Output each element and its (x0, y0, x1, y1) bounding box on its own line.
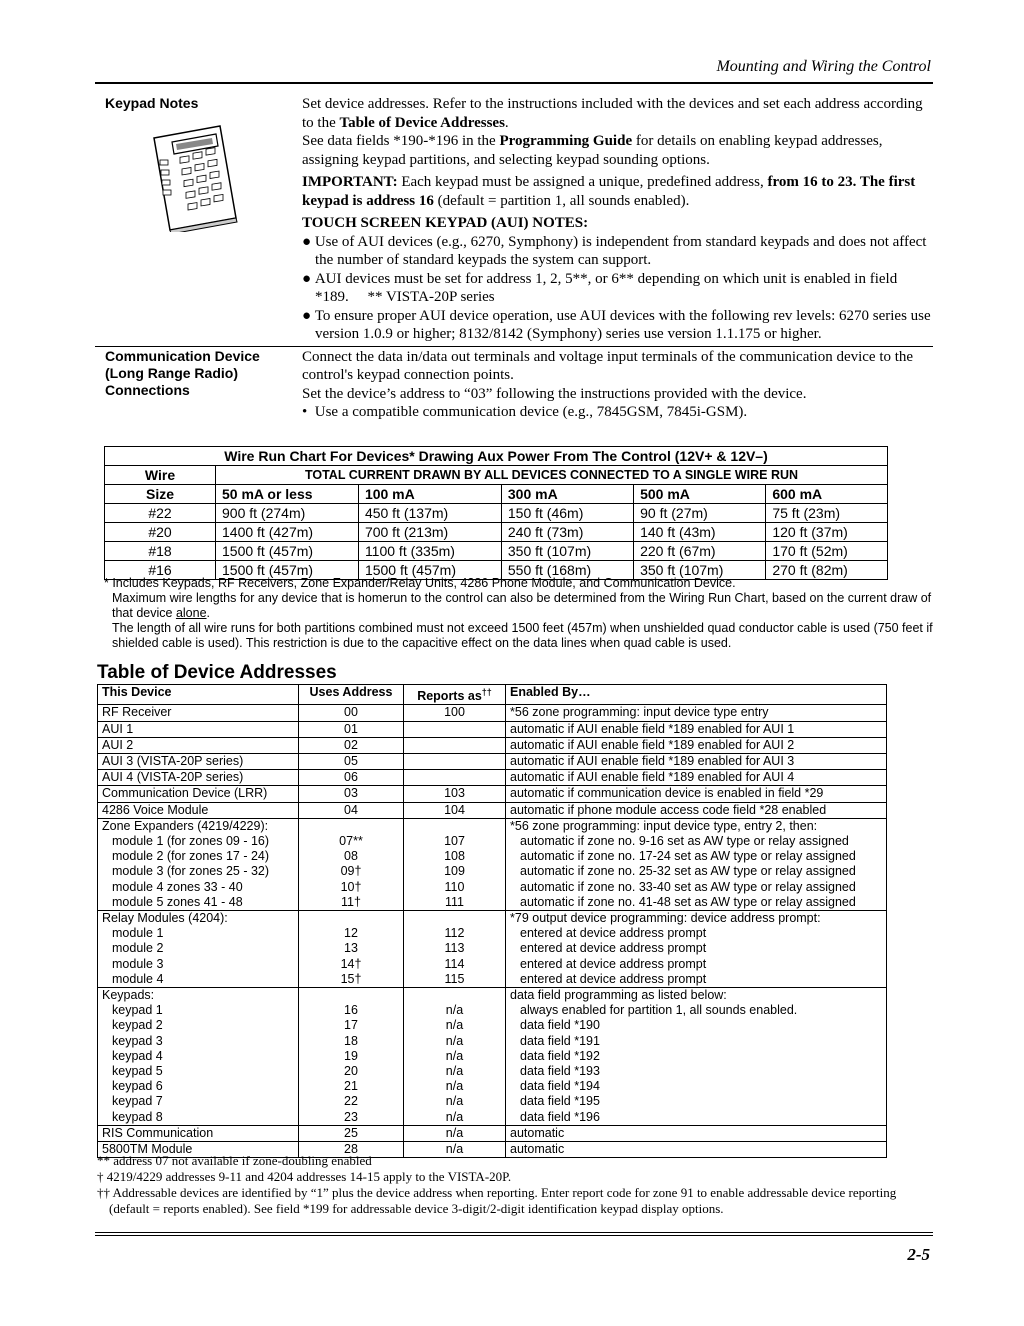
device-reports-as: n/a (404, 1018, 506, 1033)
device-reports-as: 103 (404, 786, 506, 802)
reports-as-label: Reports as (417, 689, 482, 704)
device-name: AUI 3 (VISTA-20P series) (98, 753, 299, 769)
footnote-2: † 4219/4229 addresses 9-11 and 4204 addresses 14-15 apply to the VISTA-20P. (97, 1169, 512, 1184)
device-reports-as: n/a (404, 1079, 506, 1094)
table-row (98, 895, 887, 911)
comm-para1: Connect the data in/data out terminals and voltage input terminals of the communication device to the control's keypad connection points. (302, 348, 914, 383)
table-row (98, 770, 887, 786)
size-label: Size (105, 485, 216, 504)
col-header: 50 mA or less (216, 485, 359, 504)
device-address: 18 (299, 1034, 404, 1049)
para2-text: See data fields *190-*196 in the (302, 133, 500, 149)
device-enabled-by: *79 output device programming: device address prompt: (506, 911, 887, 927)
device-enabled-by: data field *190 (506, 1018, 887, 1033)
wire-length: 550 ft (168m) (501, 561, 633, 580)
device-reports-as (404, 818, 506, 834)
reports-as-sup: †† (481, 687, 492, 697)
table-row (98, 988, 887, 1004)
device-enabled-by: always enabled for partition 1, all sounds enabled. (506, 1003, 887, 1018)
device-enabled-by: data field *195 (506, 1094, 887, 1109)
device-address: 20 (299, 1064, 404, 1079)
keypad-note-para1 (302, 95, 933, 132)
device-name: module 2 (98, 941, 299, 956)
device-table-body (98, 705, 887, 1158)
device-name: keypad 1 (98, 1003, 299, 1018)
device-enabled-by: automatic if AUI enable field *189 enabled for AUI 2 (506, 737, 887, 753)
device-address: 08 (299, 849, 404, 864)
wire-length: 150 ft (46m) (501, 504, 633, 523)
wire-gauge: #20 (105, 523, 216, 542)
device-name: module 3 (for zones 25 - 32) (98, 864, 299, 879)
para1-end: . (504, 114, 509, 131)
wire-length: 450 ft (137m) (358, 504, 501, 523)
table-row (98, 941, 887, 956)
table-row (98, 972, 887, 988)
footer-rule-bottom (95, 1235, 933, 1236)
table-row (98, 705, 887, 721)
device-address: 00 (299, 705, 404, 721)
device-enabled-by: *56 zone programming: input device type entry (506, 705, 887, 721)
aui-bullet-1: ● Use of AUI devices (e.g., 6270, Symphony) is independent from standard keypads and does not affect the number of standard keypads the system can support. (302, 233, 927, 268)
important-text: Each keypad must be assigned a unique, predefined address, (397, 174, 768, 190)
keypad-note-para2 (302, 132, 933, 169)
device-reports-as (404, 911, 506, 927)
device-reports-as: n/a (404, 1142, 506, 1158)
device-reports-as: n/a (404, 1034, 506, 1049)
important-bold: from 16 to 23. The first keypad is address 16 (302, 174, 916, 209)
device-address: 05 (299, 753, 404, 769)
device-enabled-by: automatic if AUI enable field *189 enabled for AUI 4 (506, 770, 887, 786)
page-header: Mounting and Wiring the Control (716, 58, 931, 75)
wire-length: 1500 ft (457m) (216, 561, 359, 580)
device-name: AUI 4 (VISTA-20P series) (98, 770, 299, 786)
footnotes (97, 1153, 937, 1217)
wire-length: 170 ft (52m) (766, 542, 888, 561)
table-row (98, 1003, 887, 1018)
device-enabled-by: entered at device address prompt (506, 957, 887, 972)
device-reports-as (404, 753, 506, 769)
device-reports-as: n/a (404, 1125, 506, 1141)
device-enabled-by: automatic if zone no. 9-16 set as AW type or relay assigned (506, 834, 887, 849)
table-row (98, 1079, 887, 1094)
aui-bullet-3: ● To ensure proper AUI device operation, use AUI devices with the following rev levels: 6270 series use version 1.0.9 or higher; 8132/8142 (Symphony) series use version 1.1.175 or higher. (302, 307, 931, 342)
device-address: 22 (299, 1094, 404, 1109)
page-number: 2-5 (907, 1245, 930, 1264)
table-row (98, 802, 887, 818)
aui-heading (302, 214, 933, 233)
comm-label-3: Connections (105, 381, 190, 398)
comm-bullet-text: Use a compatible communication device (e.g., 7845GSM, 7845i-GSM). (314, 404, 748, 420)
important-end: (default = partition 1, all sounds enabled). (433, 192, 690, 209)
important-note (302, 173, 933, 210)
device-name: module 5 zones 41 - 48 (98, 895, 299, 911)
device-name: Zone Expanders (4219/4229): (98, 818, 299, 834)
device-reports-as: n/a (404, 1110, 506, 1126)
col-uses-address: Uses Address (299, 685, 404, 705)
device-address: 02 (299, 737, 404, 753)
wire-note-2 (104, 591, 934, 621)
table-row (98, 864, 887, 879)
device-enabled-by: automatic if phone module access code field *28 enabled (506, 802, 887, 818)
device-address: 25 (299, 1125, 404, 1141)
table-row (98, 818, 887, 834)
comm-notes-label (95, 348, 295, 422)
wire-chart-notes (104, 576, 934, 651)
device-reports-as (404, 721, 506, 737)
device-name: module 4 zones 33 - 40 (98, 880, 299, 895)
footnote-3: †† Addressable devices are identified by “1” plus the device address when reporting. Enter report code for zone 91 to enable addressable device reporting (default = reports enabled). See field *199 for addressable device 3-digit/2-digit identification keypad display options. (97, 1185, 897, 1216)
important-label: IMPORTANT: (302, 174, 398, 190)
table-row (98, 880, 887, 895)
device-enabled-by: data field *194 (506, 1079, 887, 1094)
table-row (105, 542, 888, 561)
device-reports-as: n/a (404, 1049, 506, 1064)
table-row (98, 1125, 887, 1141)
device-name: AUI 2 (98, 737, 299, 753)
device-enabled-by: automatic if zone no. 41-48 set as AW type or relay assigned (506, 895, 887, 911)
device-name: AUI 1 (98, 721, 299, 737)
comm-label-2: (Long Range Radio) (105, 364, 238, 381)
device-address: 28 (299, 1142, 404, 1158)
col-header: 500 mA (634, 485, 766, 504)
wire-length: 75 ft (23m) (766, 504, 888, 523)
device-name: module 4 (98, 972, 299, 988)
wire-note-2-end: . (206, 606, 211, 620)
keypad-notes-row (95, 95, 933, 344)
device-name: keypad 2 (98, 1018, 299, 1033)
wire-length: 240 ft (73m) (501, 523, 633, 542)
device-name: 4286 Voice Module (98, 802, 299, 818)
device-enabled-by: automatic if zone no. 17-24 set as AW type or relay assigned (506, 849, 887, 864)
device-reports-as: 107 (404, 834, 506, 849)
device-table-title: Table of Device Addresses (97, 662, 337, 683)
keypad-notes-label-col (95, 95, 295, 344)
wire-gauge: #22 (105, 504, 216, 523)
wire-length: 1100 ft (335m) (358, 542, 501, 561)
table-row (98, 926, 887, 941)
table-row (98, 1034, 887, 1049)
keypad-illustration (150, 122, 240, 232)
header-rule (95, 82, 933, 84)
device-name: module 1 (for zones 09 - 16) (98, 834, 299, 849)
device-address: 23 (299, 1110, 404, 1126)
programming-guide-ref: Programming Guide (499, 133, 633, 149)
device-enabled-by: automatic (506, 1125, 887, 1141)
device-enabled-by: automatic if communication device is enabled in field *29 (506, 786, 887, 802)
device-reports-as: 113 (404, 941, 506, 956)
table-row (98, 957, 887, 972)
table-row (98, 737, 887, 753)
device-address: 19 (299, 1049, 404, 1064)
device-enabled-by: data field *191 (506, 1034, 887, 1049)
wire-gauge: #18 (105, 542, 216, 561)
table-row (98, 1018, 887, 1033)
aui-heading-text: TOUCH SCREEN KEYPAD (AUI) NOTES: (302, 215, 589, 231)
device-address: 01 (299, 721, 404, 737)
wire-length: 350 ft (107m) (634, 561, 766, 580)
keypad-notes-body (295, 95, 933, 344)
device-address-table (97, 684, 887, 1158)
wire-length: 270 ft (82m) (766, 561, 888, 580)
wire-chart-subtitle: TOTAL CURRENT DRAWN BY ALL DEVICES CONNECTED TO A SINGLE WIRE RUN (216, 466, 888, 485)
wire-note-2-text: Maximum wire lengths for any device that is homerun to the control can also be determined from the Wiring Run Chart, based on the current draw of that device (112, 591, 932, 620)
table-row (105, 523, 888, 542)
device-address: 11† (299, 895, 404, 911)
device-address: 16 (299, 1003, 404, 1018)
device-address (299, 818, 404, 834)
device-enabled-by: data field *196 (506, 1110, 887, 1126)
comm-notes-row (95, 348, 933, 422)
device-name: Communication Device (LRR) (98, 786, 299, 802)
aui-bullet-2: ● AUI devices must be set for address 1, 2, 5**, or 6** depending on which unit is enabled in field *189. ** VISTA-20P series (302, 270, 901, 305)
device-reports-as: 111 (404, 895, 506, 911)
table-row (105, 504, 888, 523)
device-address (299, 911, 404, 927)
device-address: 17 (299, 1018, 404, 1033)
device-reports-as: n/a (404, 1064, 506, 1079)
keypad-notes-label: Keypad Notes (105, 95, 199, 111)
device-reports-as: 108 (404, 849, 506, 864)
device-address: 12 (299, 926, 404, 941)
wire-length: 1400 ft (427m) (216, 523, 359, 542)
device-enabled-by: data field *192 (506, 1049, 887, 1064)
device-reports-as: n/a (404, 1003, 506, 1018)
wire-length: 140 ft (43m) (634, 523, 766, 542)
wire-length: 1500 ft (457m) (216, 542, 359, 561)
col-reports-as (404, 685, 506, 705)
device-enabled-by: entered at device address prompt (506, 926, 887, 941)
device-address: 15† (299, 972, 404, 988)
footer-rule-top (95, 1232, 933, 1233)
device-reports-as (404, 770, 506, 786)
device-enabled-by: automatic if zone no. 33-40 set as AW type or relay assigned (506, 880, 887, 895)
device-reports-as (404, 737, 506, 753)
device-enabled-by: *56 zone programming: input device type, entry 2, then: (506, 818, 887, 834)
device-reports-as: 115 (404, 972, 506, 988)
table-row (98, 911, 887, 927)
table-row (98, 721, 887, 737)
col-header: 300 mA (501, 485, 633, 504)
notes-divider (95, 346, 933, 347)
device-address: 10† (299, 880, 404, 895)
device-reports-as: n/a (404, 1094, 506, 1109)
footnote-1: ** address 07 not available if zone-doubling enabled (97, 1153, 372, 1168)
device-name: keypad 6 (98, 1079, 299, 1094)
device-name: RIS Communication (98, 1125, 299, 1141)
comm-notes-body (295, 348, 933, 422)
device-address: 09† (299, 864, 404, 879)
table-row (98, 1094, 887, 1109)
device-name: module 1 (98, 926, 299, 941)
device-address: 14† (299, 957, 404, 972)
comm-bullet: • Use a compatible communication device (e.g., 7845GSM, 7845i-GSM). (302, 404, 748, 420)
wire-gauge: #16 (105, 561, 216, 580)
device-enabled-by: automatic if AUI enable field *189 enabled for AUI 3 (506, 753, 887, 769)
wire-length: 700 ft (213m) (358, 523, 501, 542)
device-enabled-by: automatic if zone no. 25-32 set as AW type or relay assigned (506, 864, 887, 879)
para2-end: for details on enabling keypad addresses, assigning keypad partitions, and selecting keypad sounding options. (302, 133, 883, 168)
device-name: keypad 7 (98, 1094, 299, 1109)
aui-bullet-3-text: To ensure proper AUI device operation, use AUI devices with the following rev levels: 6270 series use version 1.0.9 or higher; 8132/8142 (Symphony) series use version 1.1.175 or higher. (314, 307, 931, 342)
device-enabled-by: automatic if AUI enable field *189 enabled for AUI 1 (506, 721, 887, 737)
table-row (98, 1064, 887, 1079)
device-name: keypad 4 (98, 1049, 299, 1064)
device-reports-as: 112 (404, 926, 506, 941)
device-reports-as: 110 (404, 880, 506, 895)
device-address: 07** (299, 834, 404, 849)
wire-length: 120 ft (37m) (766, 523, 888, 542)
aui-bullet-1-text: Use of AUI devices (e.g., 6270, Symphony) is independent from standard keypads and does not affect the number of standard keypads the system can support. (314, 233, 927, 268)
device-address: 03 (299, 786, 404, 802)
device-name: 5800TM Module (98, 1142, 299, 1158)
wire-length: 350 ft (107m) (501, 542, 633, 561)
device-enabled-by: entered at device address prompt (506, 941, 887, 956)
device-enabled-by: entered at device address prompt (506, 972, 887, 988)
wire-length: 1500 ft (457m) (358, 561, 501, 580)
device-name: RF Receiver (98, 705, 299, 721)
wire-length: 90 ft (27m) (634, 504, 766, 523)
device-address: 21 (299, 1079, 404, 1094)
wire-note-2-emph: alone (175, 606, 207, 620)
device-reports-as: 109 (404, 864, 506, 879)
wire-length: 900 ft (274m) (216, 504, 359, 523)
col-header: 600 mA (766, 485, 888, 504)
table-row (98, 834, 887, 849)
table-row (98, 1110, 887, 1126)
device-address: 04 (299, 802, 404, 818)
device-name: keypad 5 (98, 1064, 299, 1079)
device-address: 13 (299, 941, 404, 956)
col-this-device: This Device (98, 685, 299, 705)
table-row (98, 1049, 887, 1064)
device-enabled-by: data field *193 (506, 1064, 887, 1079)
device-address: 06 (299, 770, 404, 786)
device-reports-as: 100 (404, 705, 506, 721)
device-name: Relay Modules (4204): (98, 911, 299, 927)
table-row (98, 849, 887, 864)
notes-section (95, 95, 933, 422)
device-name: Keypads: (98, 988, 299, 1004)
device-name: keypad 8 (98, 1110, 299, 1126)
col-enabled-by: Enabled By… (506, 685, 887, 705)
table-row (98, 786, 887, 802)
comm-para2: Set the device’s address to “03” following the instructions provided with the device. (302, 385, 807, 402)
wire-note-1: * Includes Keypads, RF Receivers, Zone Expander/Relay Units, 4286 Phone Module, and Communication Device. (104, 576, 736, 590)
device-reports-as (404, 988, 506, 1004)
device-name: module 3 (98, 957, 299, 972)
device-name: keypad 3 (98, 1034, 299, 1049)
device-address (299, 988, 404, 1004)
wire-chart-title: Wire Run Chart For Devices* Drawing Aux Power From The Control (12V+ & 12V–) (105, 447, 888, 466)
para1-text: Set device addresses. Refer to the instructions included with the devices and set each address according to the (302, 96, 923, 131)
wire-length: 220 ft (67m) (634, 542, 766, 561)
wire-note-3: The length of all wire runs for both partitions combined must not exceed 1500 feet (457m) when unshielded quad conductor cable is used (750 feet if shielded cable is used). This restriction is due to the capacitive effect on the data lines when quad cable is used. (112, 621, 933, 650)
device-table-ref: Table of Device Addresses (339, 114, 505, 131)
device-reports-as: 114 (404, 957, 506, 972)
aui-bullet-2-text: AUI devices must be set for address 1, 2, 5**, or 6** depending on which unit is enabled in field *189. ** VISTA-20P series (314, 270, 901, 305)
col-header: 100 mA (358, 485, 501, 504)
comm-label-1: Communication Device (105, 347, 260, 364)
device-enabled-by: automatic (506, 1142, 887, 1158)
device-name: module 2 (for zones 17 - 24) (98, 849, 299, 864)
wire-run-chart (104, 446, 888, 580)
device-reports-as: 104 (404, 802, 506, 818)
wire-label: Wire (105, 466, 216, 485)
table-row (98, 753, 887, 769)
device-enabled-by: data field programming as listed below: (506, 988, 887, 1004)
